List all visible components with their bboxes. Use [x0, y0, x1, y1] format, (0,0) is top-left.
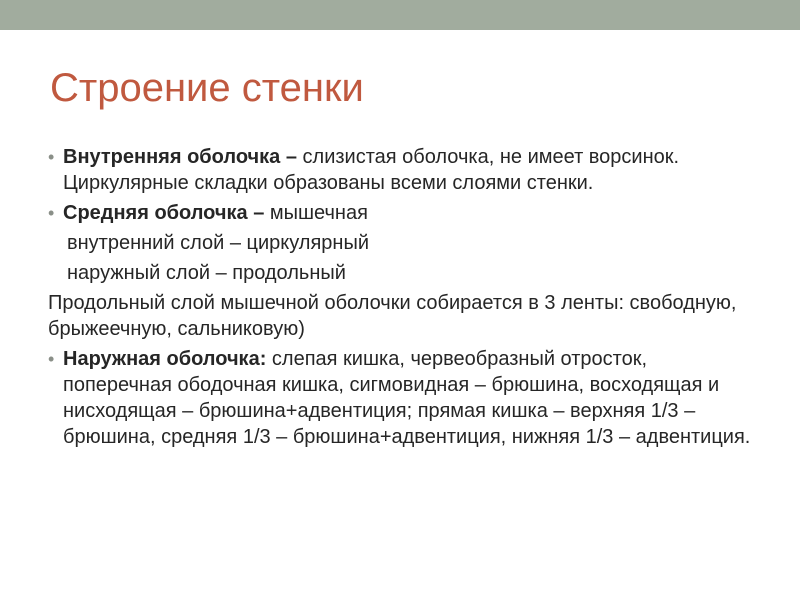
inner-muscle-layer-line: внутренний слой – циркулярный [67, 232, 369, 254]
inner-layer-description: слизистая оболочка, не имеет ворсинок. Циркулярные складки образованы всеми слоями стенки. [63, 146, 680, 194]
longitudinal-layer-paragraph: Продольный слой мышечной оболочки собирается в 3 ленты: свободную, брыжеечную, сальниковую) [48, 292, 737, 340]
bullet-middle-layer-text [63, 200, 758, 226]
bullet-dot-icon: • [48, 147, 55, 167]
outer-muscle-layer-line: наружный слой – продольный [67, 262, 346, 284]
bullet-inner-layer [48, 144, 758, 196]
top-band [0, 0, 800, 30]
bullet-outer-layer [48, 346, 758, 450]
slide-content [48, 144, 758, 454]
outer-layer-label: Наружная оболочка: [63, 348, 267, 370]
middle-layer-label: Средняя оболочка – [63, 202, 265, 224]
slide-title: Строение стенки [50, 66, 364, 110]
inner-layer-label: Внутренняя оболочка – [63, 146, 297, 168]
bullet-middle-layer [48, 200, 758, 226]
middle-layer-description: мышечная [264, 202, 368, 224]
bullet-inner-layer-text [63, 144, 758, 196]
bullet-dot-icon: • [48, 203, 55, 223]
bullet-dot-icon: • [48, 349, 55, 369]
bullet-outer-layer-text [63, 346, 758, 450]
outer-layer-description: слепая кишка, червеобразный отросток, поперечная ободочная кишка, сигмовидная – брюшина, восходящая и нисходящая – брюшина+адвентиция; прямая кишка – верхняя 1/3 – брюшина, средняя 1/3 – брюшина+адвентиция, нижняя 1/3 – адвентиция. [63, 348, 751, 448]
